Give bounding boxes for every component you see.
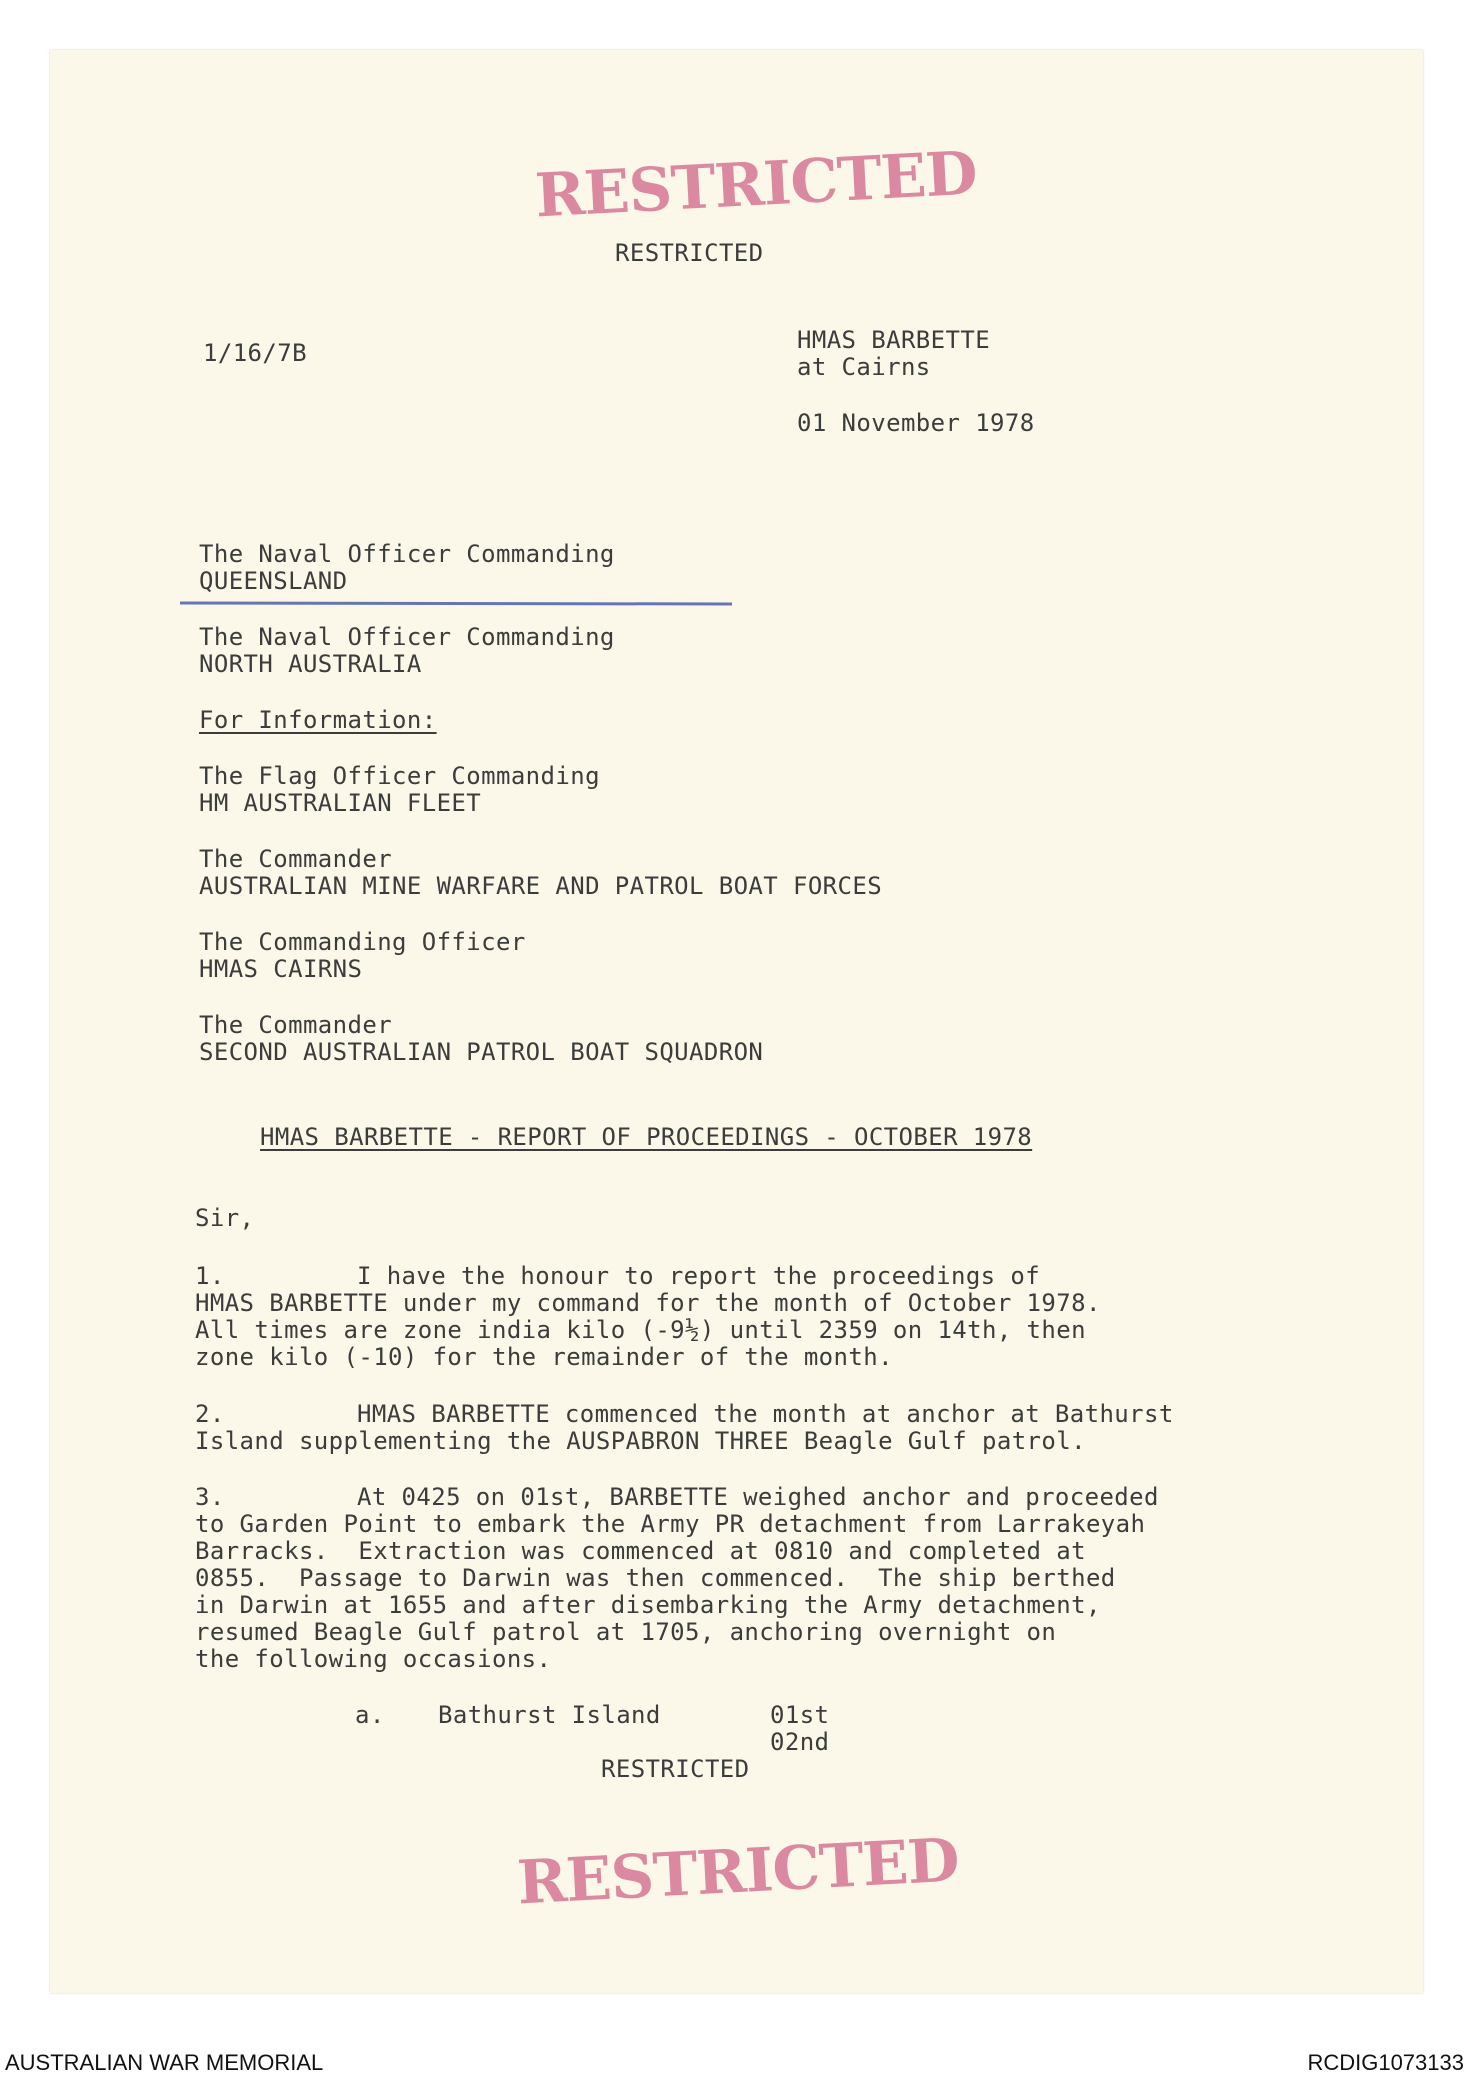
handwritten-underline [180, 602, 732, 606]
info-addressee-1-title: The Flag Officer Commanding [199, 762, 600, 790]
info-addressee-1-area: HM AUSTRALIAN FLEET [199, 789, 482, 817]
list-item-date: 02nd [770, 1728, 830, 1756]
paragraph-3-line: Barracks. Extraction was commenced at 0810 and completed at [195, 1537, 1086, 1565]
archive-id: RCDIG1073133 [1307, 2050, 1464, 2075]
archive-label: AUSTRALIAN WAR MEMORIAL [5, 2050, 324, 2075]
report-subject: HMAS BARBETTE - REPORT OF PROCEEDINGS - OCTOBER 1978 [260, 1123, 1033, 1151]
paragraph-3-line: the following occasions. [195, 1645, 552, 1673]
paragraph-1-line: I have the honour to report the proceedings of [357, 1262, 1041, 1290]
paragraph-3-line: 0855. Passage to Darwin was then commenced. The ship berthed [195, 1564, 1116, 1592]
info-addressee-2-title: The Commander [199, 845, 393, 873]
paragraph-1-line: zone kilo (-10) for the remainder of the month. [195, 1343, 893, 1371]
classification-footer: RESTRICTED [601, 1755, 750, 1783]
info-addressee-4-area: SECOND AUSTRALIAN PATROL BOAT SQUADRON [199, 1038, 764, 1066]
paragraph-3-line: At 0425 on 01st, BARBETTE weighed anchor and proceeded [357, 1483, 1159, 1511]
for-information-heading: For Information: [199, 706, 437, 734]
paragraph-2-line: Island supplementing the AUSPABRON THREE Beagle Gulf patrol. [195, 1427, 1086, 1455]
paragraph-2-line: HMAS BARBETTE commenced the month at anchor at Bathurst [357, 1400, 1174, 1428]
info-addressee-2-area: AUSTRALIAN MINE WARFARE AND PATROL BOAT FORCES [199, 872, 883, 900]
list-item-place: Bathurst Island [438, 1701, 661, 1729]
paragraph-1-number: 1. [195, 1262, 225, 1290]
letter-date: 01 November 1978 [797, 409, 1035, 437]
restricted-stamp-top: RESTRICTED [533, 138, 979, 232]
paragraph-3-line: to Garden Point to embark the Army PR detachment from Larrakeyah [195, 1510, 1146, 1538]
salutation: Sir, [195, 1204, 255, 1232]
document-page [50, 50, 1423, 1993]
paragraph-1-line: All times are zone india kilo (-9½) until 2359 on 14th, then [195, 1316, 1086, 1344]
file-reference: 1/16/7B [203, 339, 307, 367]
addressee-1-title: The Naval Officer Commanding [199, 540, 615, 568]
restricted-stamp-bottom: RESTRICTED [515, 1825, 961, 1919]
info-addressee-3-area: HMAS CAIRNS [199, 955, 363, 983]
ship-name: HMAS BARBETTE [797, 326, 991, 354]
addressee-2-area: NORTH AUSTRALIA [199, 650, 422, 678]
paragraph-1-line: HMAS BARBETTE under my command for the month of October 1978. [195, 1289, 1101, 1317]
paragraph-3-line: in Darwin at 1655 and after disembarking the Army detachment, [195, 1591, 1101, 1619]
paragraph-3-number: 3. [195, 1483, 225, 1511]
ship-location: at Cairns [797, 353, 931, 381]
list-item-date: 01st [770, 1701, 830, 1729]
classification-header: RESTRICTED [615, 239, 764, 267]
paragraph-2-number: 2. [195, 1400, 225, 1428]
list-item-letter: a. [355, 1701, 385, 1729]
addressee-1-area: QUEENSLAND [199, 567, 348, 595]
info-addressee-3-title: The Commanding Officer [199, 928, 526, 956]
paragraph-3-line: resumed Beagle Gulf patrol at 1705, anchoring overnight on [195, 1618, 1057, 1646]
info-addressee-4-title: The Commander [199, 1011, 393, 1039]
addressee-2-title: The Naval Officer Commanding [199, 623, 615, 651]
